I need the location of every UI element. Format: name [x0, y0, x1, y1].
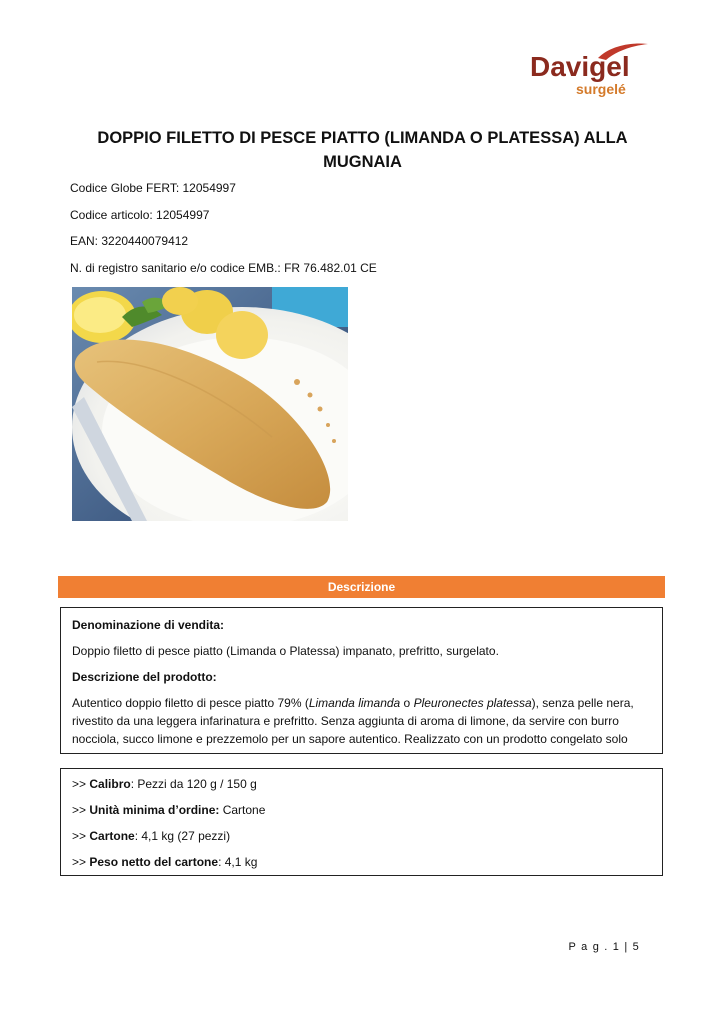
desc-part-3: ), senza pelle nera, rivestito da una leggera infarinatura e prefritto. Senza aggiunta di aroma di limone, da servire con burro nocciola, succo limone e prezzemolo per un sapore autentico. Realizzato con un prodotto congelato solo [72, 696, 634, 746]
product-title: DOPPIO FILETTO DI PESCE PIATTO (LIMANDA O PLATESSA) ALLA MUGNAIA [97, 129, 628, 171]
page-number: P a g . 1 | 5 [568, 941, 640, 953]
spec-value: : 4,1 kg [218, 855, 258, 869]
meta-article-code: Codice articolo: 12054997 [70, 208, 210, 222]
spec-label: Peso netto del cartone [89, 855, 219, 869]
spec-row-min-order [72, 801, 652, 827]
spec-prefix: >> [72, 829, 90, 843]
spec-value: : 4,1 kg (27 pezzi) [134, 829, 231, 843]
sales-name-text: Doppio filetto di pesce piatto (Limanda o Platessa) impanato, prefritto, surgelato. [72, 644, 499, 658]
brand-logo [520, 38, 670, 100]
desc-species-1: Limanda limanda [308, 696, 401, 710]
specs-box [60, 768, 663, 876]
spec-label: Cartone [89, 829, 135, 843]
spec-prefix: >> [72, 855, 90, 869]
spec-row-calibro [72, 775, 652, 801]
spec-label: Calibro [89, 777, 131, 791]
meta-ean: EAN: 3220440079412 [70, 234, 189, 248]
spec-row-net-weight [72, 853, 652, 879]
spec-prefix: >> [72, 777, 90, 791]
spec-label: Unità minima d’ordine: [89, 803, 220, 817]
section-header-descrizione: Descrizione [58, 576, 665, 598]
product-description-label: Descrizione del prodotto: [72, 670, 217, 684]
meta-sanitary-code: N. di registro sanitario e/o codice EMB.: FR 76.482.01 CE [70, 261, 377, 275]
spec-prefix: >> [72, 803, 90, 817]
logo-brand-text: Davigel [530, 51, 630, 82]
desc-species-2: Pleuronectes platessa [413, 696, 532, 710]
spec-value: Cartone [219, 803, 266, 817]
sales-name-label: Denominazione di vendita: [72, 618, 225, 632]
meta-globe-code: Codice Globe FERT: 12054997 [70, 181, 236, 195]
product-photo [72, 287, 348, 521]
desc-part-2: o [400, 696, 414, 710]
logo-sub-text: surgelé [576, 81, 626, 97]
description-box [60, 607, 663, 754]
product-description-text [72, 694, 652, 748]
desc-part-1: Autentico doppio filetto di pesce piatto 79% ( [72, 696, 309, 710]
spec-value: : Pezzi da 120 g / 150 g [130, 777, 257, 791]
spec-row-carton [72, 827, 652, 853]
